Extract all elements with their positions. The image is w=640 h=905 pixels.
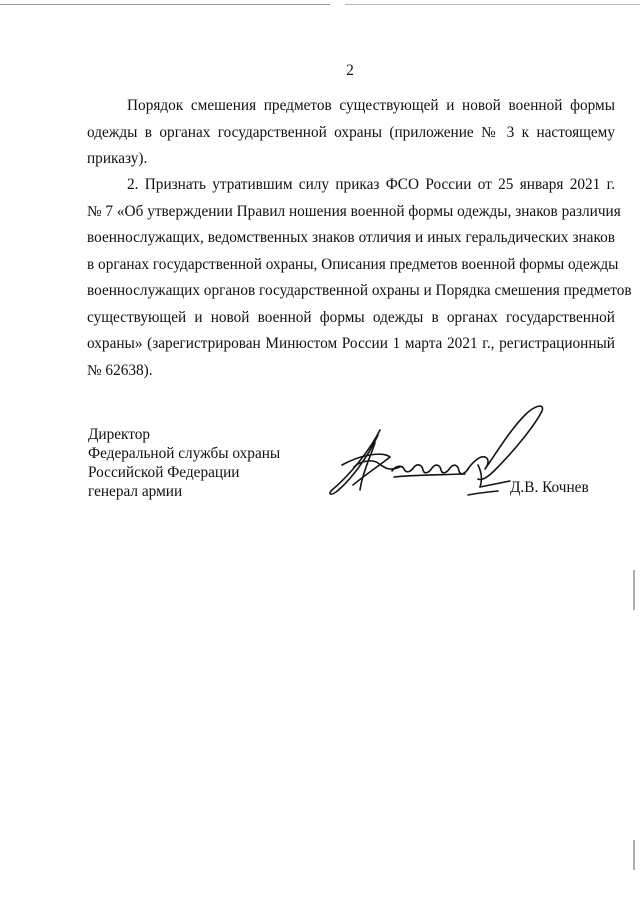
signatory-title-line: Федеральной службы охраны — [88, 445, 281, 462]
paragraph-line: в органах государственной охраны, Описания предметов военной формы одежды — [87, 255, 619, 273]
paragraph-line: № 7 «Об утверждении Правил ношения военной формы одежды, знаков различия — [87, 202, 621, 220]
scan-edge-mark — [633, 840, 635, 870]
paragraph-line: 2. Признать утратившим силу приказ ФСО России от 25 января 2021 г. — [127, 176, 615, 193]
paragraph-line: № 62638). — [87, 361, 153, 379]
signatory-title-line: Российской Федерации — [88, 464, 240, 481]
paragraph-2 — [87, 172, 632, 384]
scan-edge-line — [0, 4, 330, 5]
signatory-name: Д.В. Кочнев — [510, 479, 589, 496]
paragraph-line: приказу). — [87, 150, 148, 167]
scan-edge-mark — [633, 570, 635, 610]
paragraph-line: Порядок смешения предметов существующей и новой военной формы — [127, 97, 615, 114]
signatory-position — [88, 425, 280, 501]
paragraph-line: одежды в органах государственной охраны (приложение № 3 к настоящему — [87, 123, 615, 141]
signatory-title-line: Директор — [88, 426, 151, 443]
page-number: 2 — [346, 62, 354, 79]
scan-edge-line — [345, 4, 640, 5]
paragraph-line: военнослужащих, ведомственных знаков отличия и иных геральдических знаков — [87, 229, 615, 246]
paragraph-line: существующей и новой военной формы одежды в органах государственной — [87, 308, 615, 326]
signatory-title-line: генерал армии — [88, 483, 183, 500]
paragraph-1 — [87, 93, 615, 173]
paragraph-line: военнослужащих органов государственной охраны и Порядка смешения предметов — [87, 282, 632, 299]
paragraph-line: охраны» (зарегистрирован Минюстом России 1 марта 2021 г., регистрационный — [87, 335, 615, 352]
